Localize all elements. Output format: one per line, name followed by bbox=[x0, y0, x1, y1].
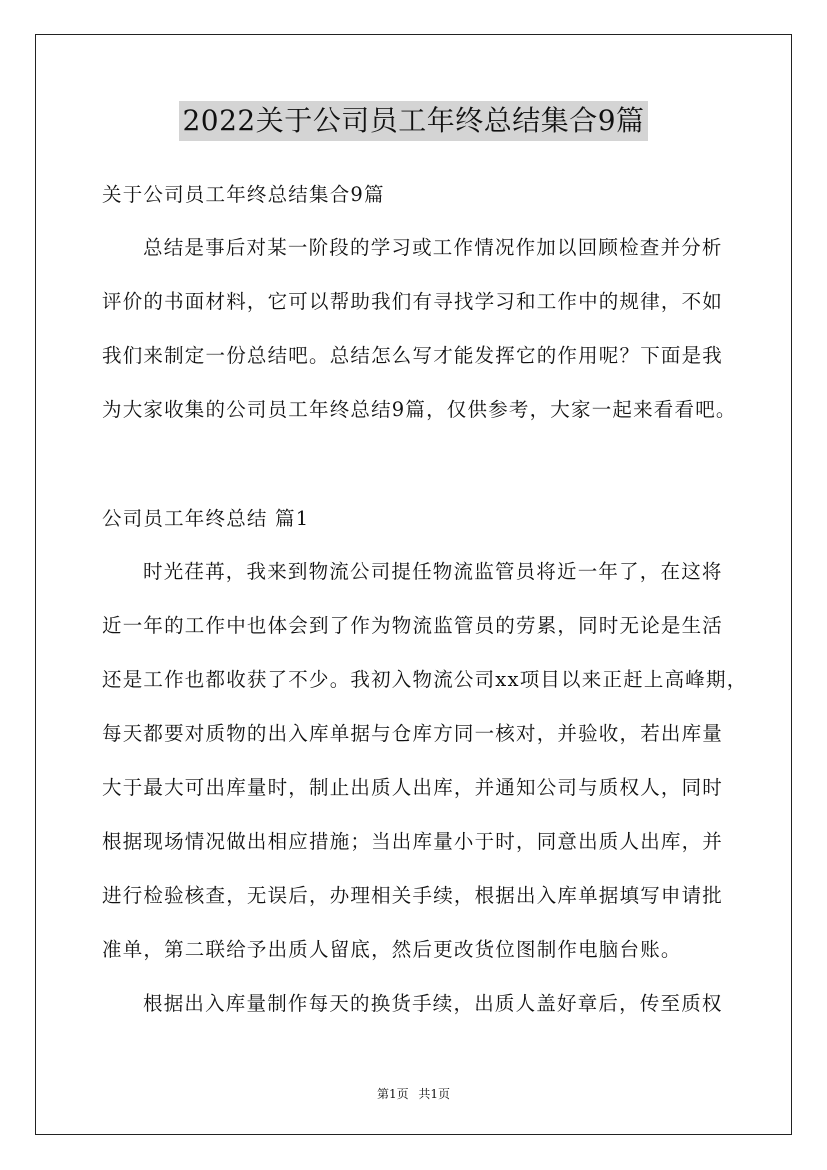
section-line-6: 根据现场情况做出相应措施；当出库量小于时，同意出质人出库，并 bbox=[102, 830, 724, 853]
section-line-1: 时光荏苒，我来到物流公司提任物流监管员将近一年了，在这将 bbox=[143, 560, 723, 583]
section-line-5: 大于最大可出库量时，制止出质人出库，并通知公司与质权人，同时 bbox=[102, 776, 724, 799]
section-line-3: 还是工作也都收获了不少。我初入物流公司xx项目以来正赶上高峰期， bbox=[102, 668, 748, 691]
page-number-label: 第1页 bbox=[376, 1087, 409, 1101]
section-heading: 公司员工年终总结 篇1 bbox=[102, 507, 310, 530]
title-container bbox=[0, 101, 827, 141]
document-title: 2022关于公司员工年终总结集合9篇 bbox=[179, 101, 647, 141]
intro-line-1: 总结是事后对某一阶段的学习或工作情况作加以回顾检查并分析 bbox=[143, 236, 723, 259]
intro-line-2: 评价的书面材料，它可以帮助我们有寻找学习和工作中的规律，不如 bbox=[102, 290, 724, 313]
section-line-8: 准单，第二联给予出质人留底，然后更改货位图制作电脑台账。 bbox=[102, 938, 682, 961]
page-total-label: 共1页 bbox=[418, 1087, 451, 1101]
section-line-9: 根据出入库量制作每天的换货手续，出质人盖好章后，传至质权 bbox=[143, 992, 723, 1015]
document-subtitle: 关于公司员工年终总结集合9篇 bbox=[102, 183, 385, 206]
intro-line-4: 为大家收集的公司员工年终总结9篇，仅供参考，大家一起来看看吧。 bbox=[102, 398, 737, 421]
page-footer bbox=[0, 1085, 827, 1102]
section-line-7: 进行检验核查，无误后，办理相关手续，根据出入库单据填写申请批 bbox=[102, 884, 724, 907]
section-line-2: 近一年的工作中也体会到了作为物流监管员的劳累，同时无论是生活 bbox=[102, 614, 724, 637]
section-line-4: 每天都要对质物的出入库单据与仓库方同一核对，并验收，若出库量 bbox=[102, 722, 724, 745]
intro-line-3: 我们来制定一份总结吧。总结怎么写才能发挥它的作用呢？下面是我 bbox=[102, 344, 724, 367]
